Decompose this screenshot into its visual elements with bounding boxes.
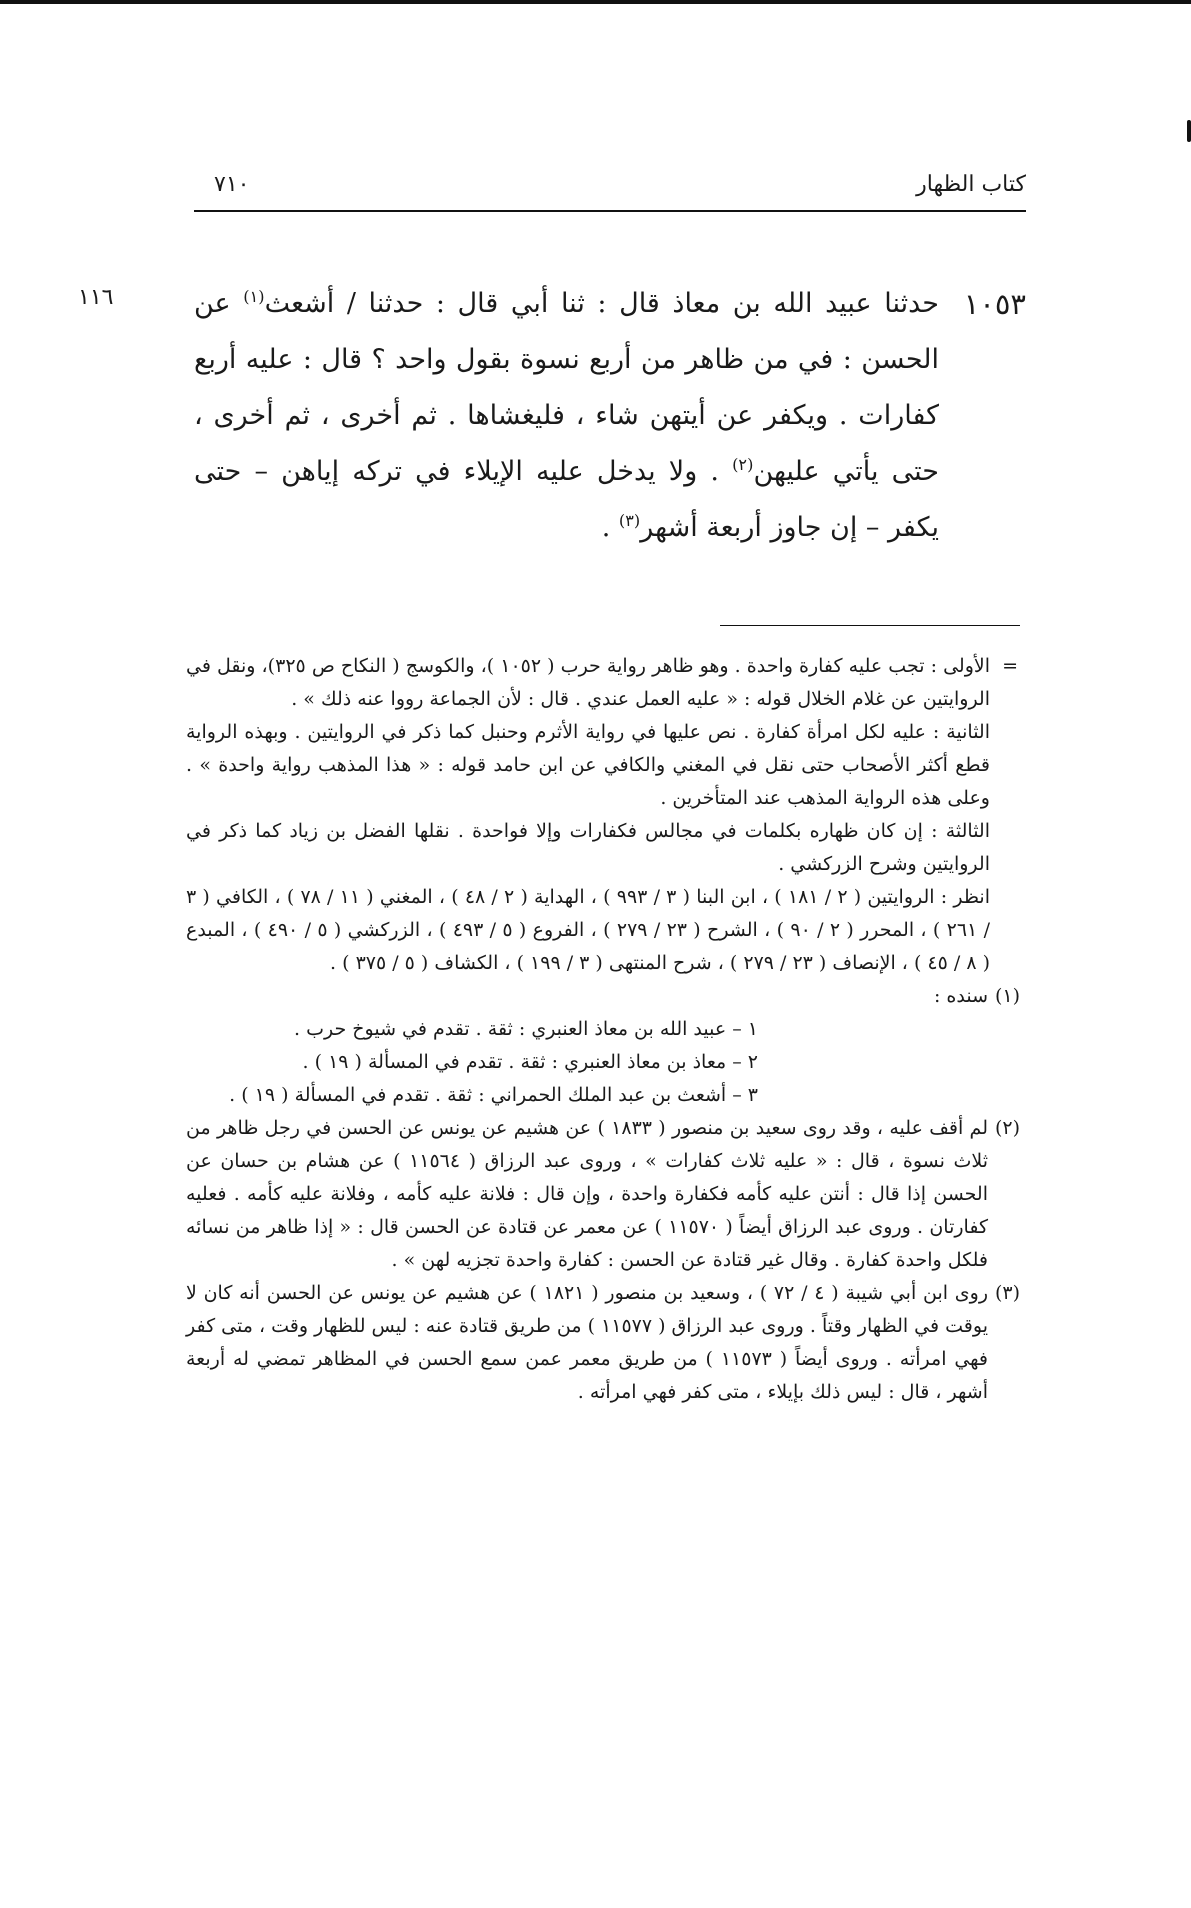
note-line: الثالثة : إن كان ظهاره بكلمات في مجالس فكفارات وإلا فواحدة . نقلها الفضل بن زياد كما ذكر في الروايتين وشرح الزركشي .: [186, 820, 990, 875]
page-number: ٧١٠: [214, 172, 250, 197]
hadith-text-2: عن الحسن : في من ظاهر من أربع نسوة بقول واحد ؟ قال : عليه أربع كفارات . ويكفر عن أيتهن شاء ، فليغشاها . ثم أخرى ، ثم أخرى ، حتى يأتي عليهن: [194, 288, 939, 487]
scan-edge-mark: [1187, 120, 1191, 142]
isnad-item: ١ – عبيد الله بن معاذ العنبري : ثقة . تقدم في شيوخ حرب .: [294, 1018, 758, 1040]
hadith-paragraph: [194, 276, 1026, 556]
footnote-number: (٢): [994, 1117, 1020, 1139]
footnote-number: (١): [994, 985, 1020, 1007]
footnote-number: (٣): [994, 1282, 1020, 1304]
note-line: الثانية : عليه لكل امرأة كفارة . نص عليها في رواية الأثرم وحنبل كما ذكر في الروايتين . وبهذه الرواية قطع أكثر الأصحاب حتى نقل في المغني والكافي عن ابن حامد قوله : « هذا المذهب رواية واحدة » . وعلى هذه الرواية المذهب عند المتأخرين .: [186, 721, 990, 809]
note-line: الأولى : تجب عليه كفارة واحدة . وهو ظاهر رواية حرب ( ١٠٥٢ )، والكوسج ( النكاح ص ٣٢٥)، ونقل في الروايتين عن غلام الخلال قوله : « عليه العمل عندي . قال : لأن الجماعة رووا عنه ذلك » .: [186, 655, 990, 710]
margin-number: ١١٦: [78, 285, 114, 310]
hadith-number: ١٠٥٣: [963, 287, 1026, 321]
footnote-ref-2[interactable]: (٢): [732, 455, 754, 474]
footnote-text: سنده :: [933, 985, 988, 1007]
isnad-item: ٣ – أشعث بن عبد الملك الحمراني : ثقة . تقدم في المسألة ( ١٩ ) .: [229, 1084, 758, 1106]
hadith-text-4: .: [601, 512, 619, 543]
footnote-text: روى ابن أبي شيبة ( ٤ / ٧٢ ) ، وسعيد بن منصور ( ١٨٢١ ) عن هشيم عن يونس عن الحسن أنه كان لا يوقت في الظهار وقتاً . وروى عبد الرزاق ( ١١٥٧٧ ) من طريق قتادة عنه : ليس للظهار وقت ، متى كفر فهي امرأته . وروى أيضاً ( ١١٥٧٣ ) من طريق معمر عمن سمع الحسن في المظاهر تمضي له أربعة أشهر ، قال : ليس ذلك بإيلاء ، متى كفر فهي امرأته .: [186, 1282, 989, 1403]
footnote-ref-3[interactable]: (٣): [618, 511, 641, 530]
hadith-text-1: حدثنا عبيد الله بن معاذ قال : ثنا أبي قال : حدثنا / أشعث: [264, 288, 940, 319]
scan-top-edge: [0, 0, 1191, 4]
header-rule: [194, 210, 1026, 212]
isnad-item: ٢ – معاذ بن معاذ العنبري : ثقة . تقدم في المسألة ( ١٩ ) .: [302, 1051, 758, 1073]
footnote-2: [186, 1112, 1020, 1277]
main-text: [194, 276, 1026, 556]
footnote-1: [186, 980, 1020, 1112]
footnotes-section: [186, 650, 1020, 1409]
running-header: [194, 172, 1026, 206]
footnote-ref-1[interactable]: (١): [243, 287, 265, 306]
continuation-mark: =: [1002, 655, 1018, 677]
book-title: كتاب الظهار: [916, 172, 1026, 197]
footnote-3: [186, 1277, 1020, 1409]
continued-note: [186, 650, 1020, 980]
footnote-text: لم أقف عليه ، وقد روى سعيد بن منصور ( ١٨٣٣ ) عن هشيم عن يونس عن الحسن في رجل ظاهر من ثلاث نسوة ، قال : « عليه ثلاث كفارات » ، وروى عبد الرزاق ( ١١٥٦٤ ) عن هشام بن حسان عن الحسن إذا قال : أنتن عليه كأمه فكفارة واحدة ، وإن قال : فلانة عليه كأمه ، وفلانة عليه كأمه . فعليه كفارتان . وروى عبد الرزاق أيضاً ( ١١٥٧٠ ) عن معمر عن قتادة عن الحسن قال : « إذا ظاهر من نسائه فلكل واحدة كفارة . وقال غير قتادة عن الحسن : كفارة واحدة تجزيه لهن » .: [186, 1117, 988, 1271]
isnad-list: [186, 1013, 988, 1112]
hadith-text-3: . ولا يدخل عليه الإيلاء في تركه إياهن – حتى يكفر – إن جاوز أربعة أشهر: [194, 456, 939, 543]
note-line: انظر : الروايتين ( ٢ / ١٨١ ) ، ابن البنا ( ٣ / ٩٩٣ ) ، الهداية ( ٢ / ٤٨ ) ، المغني ( ١١ / ٧٨ ) ، الكافي ( ٣ / ٢٦١ ) ، المحرر ( ٢ / ٩٠ ) ، الشرح ( ٢٣ / ٢٧٩ ) ، الفروع ( ٥ / ٤٩٣ ) ، الزركشي ( ٥ / ٤٩٠ ) ، المبدع ( ٨ / ٤٥ ) ، الإنصاف ( ٢٣ / ٢٧٩ ) ، شرح المنتهى ( ٣ / ١٩٩ ) ، الكشاف ( ٥ / ٣٧٥ ) .: [186, 886, 990, 974]
footnote-separator: [720, 625, 1020, 626]
